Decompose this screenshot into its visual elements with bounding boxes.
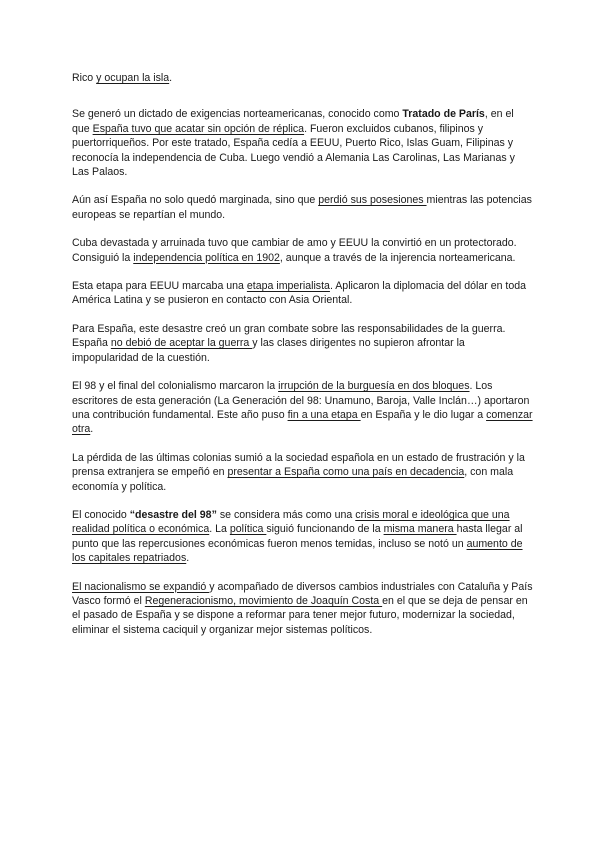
paragraph-text: Esta etapa para EEUU marcaba una [72, 280, 247, 293]
underlined-text: irrupción de la burguesía en dos bloques [278, 380, 470, 393]
paragraph-text: en el que se deja de pensar en el pasado de España y se dispone a reformar para tener mejor futuro, modernizar la sociedad, eliminar el sistema caciquil y organizar mejor sistemas políticos. [72, 594, 528, 636]
underlined-text: El nacionalismo se expandió [72, 580, 210, 593]
underlined-text: misma manera [383, 523, 457, 536]
underlined-text: independencia política en 1902 [133, 251, 280, 264]
underlined-text: presentar a España como una país en decadencia [227, 466, 465, 479]
paragraph-2 [72, 107, 534, 179]
paragraph-text: . La [209, 523, 230, 536]
paragraph-text: en España y le dio lugar a [360, 408, 487, 421]
underlined-text: fin a una etapa [287, 408, 361, 421]
underlined-text: Regeneracionismo, movimiento de Joaquín Costa [144, 594, 383, 607]
paragraph-4 [72, 236, 534, 265]
paragraph-text: . [90, 423, 94, 436]
underlined-text: política [229, 523, 267, 536]
paragraph-text: Cuba devastada y arruinada tuvo que cambiar de amo y EEUU la convirtió en un protectorado. Consiguió la [72, 237, 517, 264]
paragraph-3 [72, 193, 534, 222]
paragraph-text: . Los escritores de esta generación (La Generación del 98: Unamuno, Baroja, Valle Inclán…) aportaron una contribución fundamental. Este año puso [72, 380, 530, 421]
paragraph-10 [72, 580, 534, 638]
paragraph-7 [72, 379, 534, 437]
paragraph-6 [72, 322, 534, 365]
paragraph-text: siguió funcionando de la [266, 523, 384, 536]
paragraph-5 [72, 279, 534, 308]
paragraph-text: y las clases dirigentes no supieron afrontar la impopularidad de la cuestión. [72, 337, 465, 364]
paragraph-text: . Aplicaron la diplomacia del dólar en toda América Latina y se pusieron en contacto con Asia Oriental. [72, 280, 527, 307]
underlined-text: crisis moral e ideológica que una realidad política o económica [72, 508, 510, 536]
paragraph-text: . [169, 72, 173, 84]
paragraph-text: . Fueron excluidos cubanos, filipinos y puertorriqueños. Por este tratado, España cedía a EEUU, Puerto Rico, Islas Guam, Filipinas y reconocía la independencia de Cuba. Luego vendió a Alemania Las Carolinas, Las Marianas y Las Palaos. [72, 122, 515, 179]
paragraph-text: , en el que [72, 108, 514, 135]
underlined-text: comenzar otra [72, 408, 533, 436]
paragraph-text: Para España, este desastre creó un gran combate sobre las responsabilidades de la guerra. España [72, 322, 506, 350]
paragraph-8 [72, 451, 534, 494]
paragraph-text: El conocido [72, 508, 130, 521]
document-body [72, 71, 534, 637]
paragraph-text: Aún así España no solo quedó marginada, sino que [72, 194, 319, 207]
paragraph-text: . [186, 552, 190, 565]
underlined-text: etapa imperialista [246, 280, 330, 293]
underlined-text: España tuvo que acatar sin opción de réplica [92, 122, 305, 135]
underlined-text: perdió sus posesiones [318, 194, 427, 207]
paragraph-text: La pérdida de las últimas colonias sumió a la sociedad española en un estado de frustración y la prensa extranjera se empeñó en [72, 451, 525, 479]
paragraph-text: , con mala economía y política. [72, 466, 514, 493]
underlined-text: y ocupan la isla [96, 72, 170, 84]
underlined-text: no debió de aceptar la guerra [110, 337, 253, 350]
bold-text: “desastre del 98” [129, 508, 217, 521]
paragraph-1 [72, 71, 534, 85]
paragraph-text: , aunque a través de la injerencia norteamericana. [279, 251, 516, 264]
paragraph-text: El 98 y el final del colonialismo marcaron la [72, 380, 279, 393]
paragraph-9 [72, 508, 534, 566]
paragraph-text: Rico [72, 72, 97, 84]
underlined-text: aumento de los capitales repatriados [72, 537, 523, 565]
paragraph-text: mientras las potencias europeas se repartían el mundo. [72, 194, 532, 221]
paragraph-text: y acompañado de diversos cambios industriales con Cataluña y País Vasco formó el [72, 580, 533, 607]
bold-text: Tratado de París [402, 108, 485, 121]
paragraph-text: hasta llegar al punto que las repercusiones económicas fueron menos temidas, incluso se notó un [72, 523, 523, 550]
paragraph-text: se considera más como una [216, 508, 356, 521]
paragraph-text: Se generó un dictado de exigencias norteamericanas, conocido como [72, 108, 403, 121]
